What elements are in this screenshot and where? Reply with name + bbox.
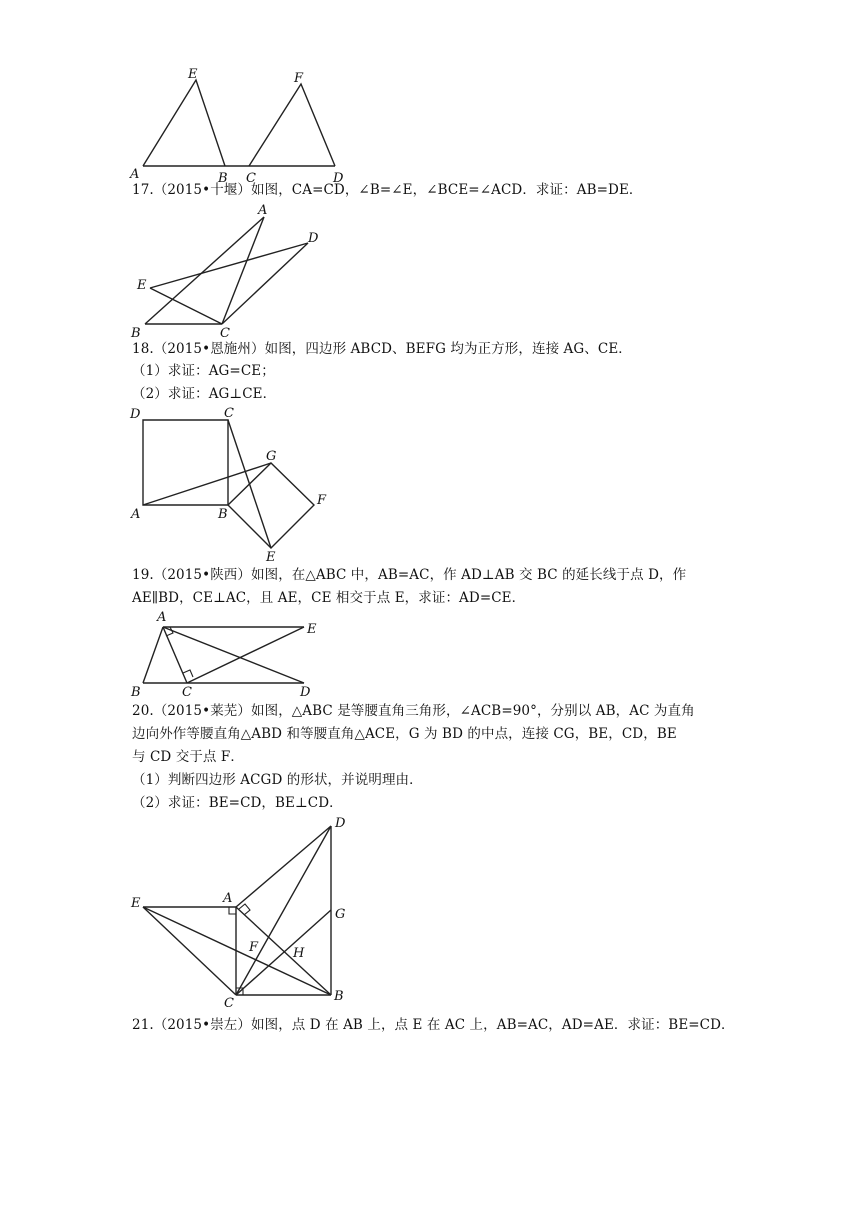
figure-label: B — [218, 507, 228, 522]
figure-label: C — [224, 996, 234, 1011]
figure-label: F — [249, 940, 259, 955]
figure-label: B — [334, 989, 344, 1004]
figure-label: F — [317, 493, 327, 508]
figure-label: A — [157, 610, 167, 625]
figure-label: D — [308, 231, 319, 246]
figure-label: A — [223, 891, 233, 906]
problem-18-part-1: （1）求证：AG=CE； — [132, 363, 275, 379]
figure-label: E — [188, 67, 198, 82]
figure-label: B — [131, 326, 141, 341]
problem-18-part-2: （2）求证：AG⊥CE． — [132, 386, 277, 402]
figure-label: G — [335, 907, 346, 922]
problem-20-part-1: （1）判断四边形 ACGD 的形状，并说明理由． — [132, 772, 423, 788]
figure-label: B — [131, 685, 141, 700]
figure-label: C — [224, 406, 234, 421]
figure-label: A — [258, 203, 268, 218]
figure-label: E — [137, 278, 147, 293]
figure-label: F — [294, 71, 304, 86]
figure-label: E — [266, 550, 276, 565]
problem-20-part-2: （2）求证：BE=CD，BE⊥CD． — [132, 795, 343, 811]
problem-18-text: 18.（2015•恩施州）如图，四边形 ABCD、BEFG 均为正方形，连接 AG、CE． — [132, 341, 632, 357]
figure-label: D — [300, 685, 311, 700]
figure-label: B — [218, 171, 228, 186]
figure-label: D — [130, 407, 141, 422]
figure-label: G — [266, 449, 277, 464]
figure-label: D — [333, 171, 344, 186]
figure-label: C — [246, 171, 256, 186]
problem-19-text-2: AE∥BD，CE⊥AC，且 AE，CE 相交于点 E，求证：AD=CE． — [132, 590, 526, 606]
figure-label: A — [130, 167, 140, 182]
figure-label: C — [182, 685, 192, 700]
problem-19-text-1: 19.（2015•陕西）如图，在△ABC 中，AB=AC，作 AD⊥AB 交 BC 的延长线于点 D，作 — [132, 567, 687, 583]
problem-17-text: 17.（2015•十堰）如图，CA=CD，∠B=∠E，∠BCE=∠ACD．求证：AB=DE． — [132, 182, 643, 198]
problem-20-text-2: 边向外作等腰直角△ABD 和等腰直角△ACE，G 为 BD 的中点，连接 CG，BE，CD，BE — [132, 726, 677, 742]
figure-label: E — [307, 622, 317, 637]
problem-20-text-1: 20.（2015•莱芜）如图，△ABC 是等腰直角三角形，∠ACB=90°，分别以 AB，AC 为直角 — [132, 703, 695, 719]
figure-label: A — [131, 507, 141, 522]
figure-label: E — [131, 896, 141, 911]
figure-label: D — [335, 816, 346, 831]
problem-20-text-3: 与 CD 交于点 F． — [132, 749, 244, 765]
figure-label: C — [220, 326, 230, 341]
problem-21-text: 21.（2015•崇左）如图，点 D 在 AB 上，点 E 在 AC 上，AB=AC，AD=AE．求证：BE=CD． — [132, 1017, 735, 1033]
figure-label: H — [293, 946, 305, 961]
